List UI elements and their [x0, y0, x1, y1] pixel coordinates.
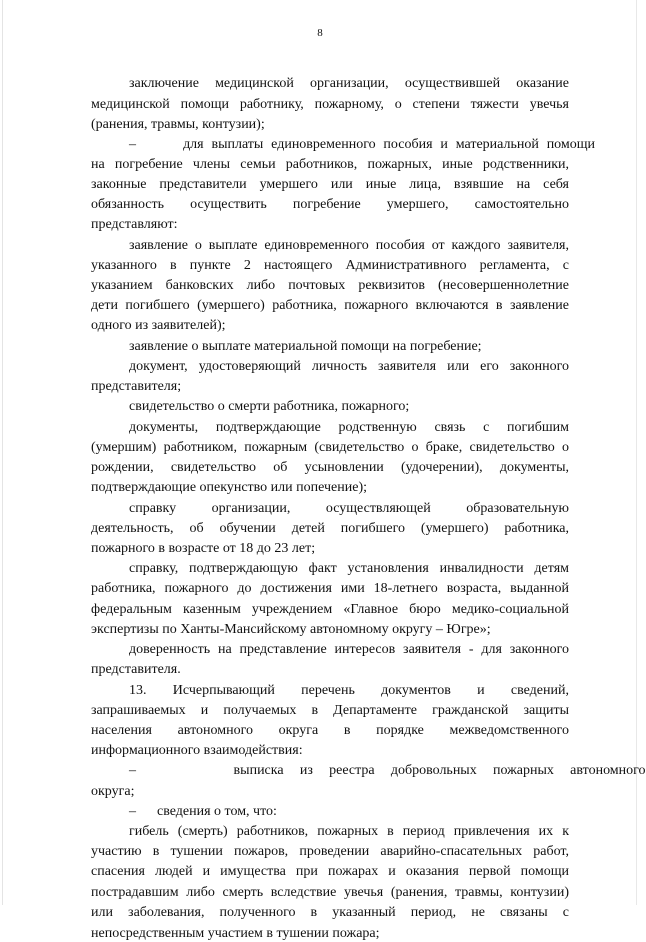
text-line: подтверждающие опекунство или попечение);	[91, 480, 368, 495]
text-line: одного из заявителей);	[91, 318, 226, 333]
text-line: справку организации, осуществляющей образовательную	[129, 501, 569, 516]
text-line: заключение медицинской организации, осуществившей оказание	[129, 76, 569, 91]
text-line: или заболевания, полученного в указанный период, не связаны с	[91, 905, 569, 920]
text-line: деятельность, об обучении детей погибшего (умершего) работника,	[91, 521, 569, 536]
text-line: пострадавшим либо смерть вследствие увечья (ранения, травмы, контузии)	[91, 885, 569, 900]
text-line: медицинской помощи работнику, пожарному, о степени тяжести увечья	[91, 97, 569, 112]
text-line: на погребение члены семьи работников, пожарных, иные родственники,	[91, 157, 569, 172]
text-line: законные представители умершего или иные лица, взявшие на себя	[91, 177, 569, 192]
text-line: федеральным казенным учреждением «Главное бюро медико-социальной	[91, 602, 569, 617]
text-line: документ, удостоверяющий личность заявителя или его законного	[129, 359, 569, 374]
text-line: непосредственным участием в тушении пожара;	[91, 926, 380, 941]
text-line: документы, подтверждающие родственную связь с погибшим	[129, 420, 569, 435]
text-line: информационного взаимодействия:	[91, 743, 303, 758]
text-line: указанного в пункте 2 настоящего Административного регламента, с	[91, 258, 569, 273]
text-line: округа;	[91, 784, 135, 799]
text-line: указанием банковских либо почтовых реквизитов (несовершеннолетние	[91, 278, 569, 293]
page-number: 8	[317, 27, 323, 39]
text-line: доверенность на представление интересов заявителя - для законного	[129, 642, 569, 657]
text-line: справку, подтверждающую факт установления инвалидности детям	[129, 561, 569, 576]
text-line: участию в тушении пожаров, проведении аварийно-спасательных работ,	[91, 844, 569, 859]
text-line: рождении, свидетельство об усыновлении (удочерении), документы,	[91, 460, 569, 475]
text-line: заявление о выплате материальной помощи на погребение;	[129, 339, 482, 354]
text-line: представителя;	[91, 379, 182, 394]
text-line: (ранения, травмы, контузии);	[91, 117, 265, 132]
text-line: свидетельство о смерти работника, пожарного;	[129, 399, 410, 414]
text-line: 13. Исчерпывающий перечень документов и сведений,	[129, 683, 569, 698]
text-line: (умершим) работником, пожарным (свидетельство о браке, свидетельство о	[91, 440, 569, 455]
text-line: представителя.	[91, 662, 181, 677]
text-line: – выписка из реестра добровольных пожарных автономного	[129, 763, 646, 778]
scan-edge-left	[2, 0, 3, 905]
text-line: – сведения о том, что:	[129, 804, 277, 819]
text-line: экспертизы по Ханты-Мансийскому автономному округу – Югре»;	[91, 622, 491, 637]
text-line: гибель (смерть) работников, пожарных в период привлечения их к	[129, 824, 569, 839]
text-line: заявление о выплате единовременного пособия от каждого заявителя,	[129, 238, 569, 253]
text-line: работника, пожарного до достижения ими 18-летнего возраста, выданной	[91, 581, 569, 596]
text-line: пожарного в возрасте от 18 до 23 лет;	[91, 541, 316, 556]
text-line: представляют:	[91, 217, 178, 232]
text-line: дети погибшего (умершего) работника, пожарного включаются в заявление	[91, 298, 569, 313]
text-line: населения автономного округа в порядке межведомственного	[91, 723, 569, 738]
text-line: спасения людей и имущества при пожарах и оказания первой помощи	[91, 864, 569, 879]
text-line: – для выплаты единовременного пособия и материальной помощи	[129, 137, 596, 152]
text-line: запрашиваемых и получаемых в Департаменте гражданской защиты	[91, 703, 569, 718]
text-line: обязанность осуществить погребение умершего, самостоятельно	[91, 197, 569, 212]
